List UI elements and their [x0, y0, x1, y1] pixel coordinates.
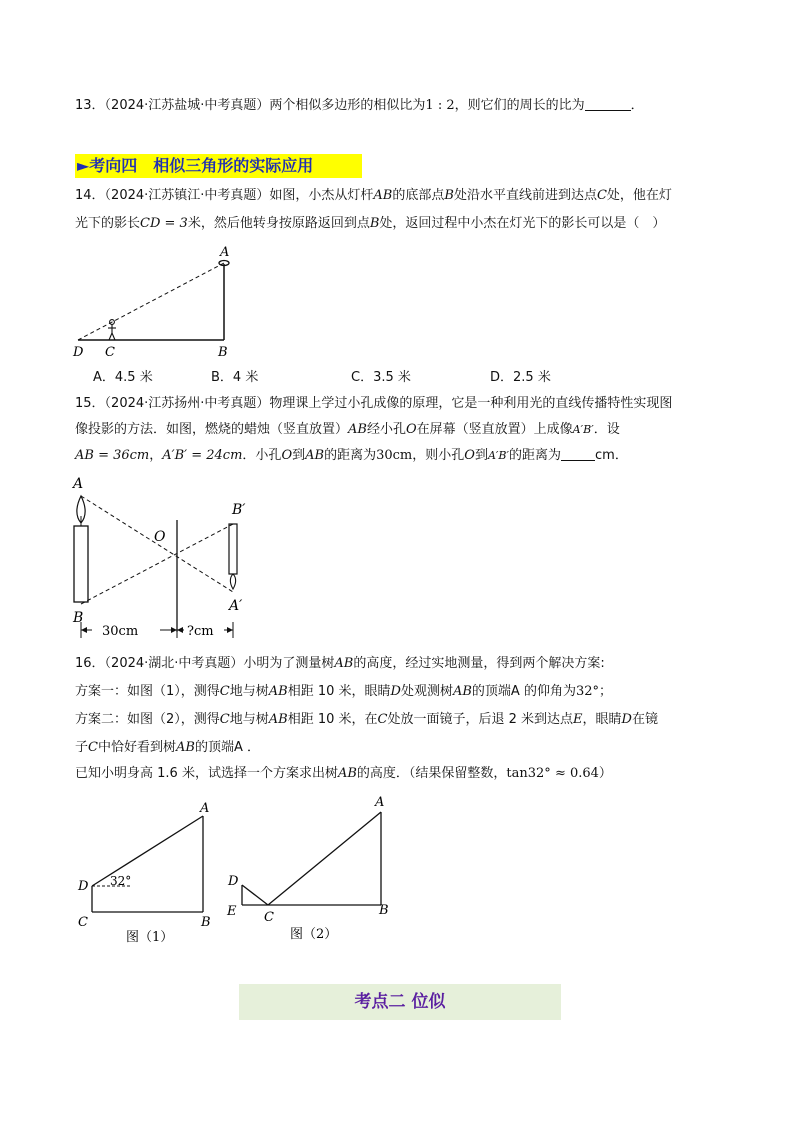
q14-math-b: B [444, 188, 454, 203]
q14-math-b: B [369, 216, 380, 231]
q14-label-b: B [218, 345, 228, 360]
q13-ratio: 1 : 2 [425, 98, 455, 113]
fig2-label-a: A [375, 795, 385, 810]
q16-plan-2 [75, 710, 658, 730]
q13-number: 13． [75, 98, 105, 113]
q15-math-image: A′B′ [572, 423, 594, 436]
q15-candle [74, 526, 88, 602]
q16-math-ab: AB [268, 684, 288, 699]
q14-text: 米，然后他转身按原路返回到点 [187, 216, 370, 231]
q15-line-2 [75, 420, 620, 440]
fig2-caption: 图（2） [290, 927, 338, 942]
fig1-label-a: A [200, 801, 210, 816]
q15-dim-30cm: 30cm [102, 624, 139, 639]
q15-image-candle [229, 524, 237, 574]
question-13 [75, 96, 644, 116]
q15-math-o: O [405, 422, 417, 437]
q15-answer-blank[interactable] [561, 446, 595, 461]
q16-text: ） [598, 766, 612, 781]
q15-label-b-prime: B′ [232, 502, 246, 518]
q16-math-angle: 32° [575, 684, 599, 699]
q14-person-icon [108, 320, 116, 340]
q16-text: 的顶端A 的仰角为 [471, 684, 576, 699]
q13-end: ． [630, 98, 644, 113]
q15-text: 在屏幕（竖直放置）上成像 [416, 422, 573, 437]
q15-math-ab: AB [305, 448, 325, 463]
q16-text: ； [599, 684, 613, 699]
q14-option-d[interactable]: D．2.5 米 [490, 370, 551, 385]
q16-plan-2-cont [75, 738, 260, 758]
q14-option-c[interactable]: C．3.5 米 [351, 370, 411, 385]
q15-label-a-prime: A′ [229, 598, 243, 614]
q16-math-ab: AB [452, 684, 472, 699]
q16-math-tan: tan32° ≈ 0.64 [506, 766, 599, 781]
q16-text: 处观测树 [400, 684, 453, 699]
q16-math-d: D [390, 684, 401, 699]
q16-math-c: C [88, 740, 98, 755]
q16-text: 地与树 [229, 684, 269, 699]
q15-text: ．设 [593, 422, 620, 437]
q15-math-o: O [464, 448, 475, 463]
q16-math-c: C [219, 712, 230, 727]
q16-figure-2 [222, 790, 402, 946]
q16-math-ab: AB [337, 766, 357, 781]
q16-math-ab: AB [268, 712, 288, 727]
fig2-label-c: C [264, 910, 274, 925]
q14-text: 处，他在灯 [606, 188, 672, 203]
q15-arrowhead [227, 627, 233, 633]
q16-plan-1 [75, 682, 612, 702]
fig2-ray-to-top [268, 812, 381, 905]
q16-math-c: C [377, 712, 388, 727]
q14-option-a[interactable]: A．4.5 米 [93, 370, 153, 385]
q16-text: 在镜 [631, 712, 658, 727]
q15-math-ab-len: AB = 36cm [75, 448, 150, 463]
q14-text: 处，返回过程中小杰在灯光下的影长可以是（ ） [379, 216, 666, 231]
q16-source: （2024·湖北·中考真题） [104, 656, 244, 671]
q14-text: 的底部点 [392, 188, 445, 203]
q14-line-1 [75, 186, 672, 206]
q15-text: 物理课上学过小孔成像的原理，它是一种利用光的直线传播特性实现图 [269, 396, 673, 411]
fig1-sight-line [92, 816, 203, 886]
q15-math-ab: AB [348, 422, 367, 437]
q15-label-a: A [73, 476, 84, 492]
q15-text: ．小孔 [242, 448, 282, 463]
q14-label-c: C [105, 345, 115, 360]
kaodian-heading: 考点二 位似 [239, 984, 561, 1020]
q16-text: 中恰好看到树 [97, 740, 176, 755]
fig1-caption: 图（1） [126, 930, 174, 945]
q13-source: （2024·江苏盐城·中考真题） [104, 98, 270, 113]
q15-math-o: O [281, 448, 293, 463]
q15-label-o: O [154, 529, 166, 545]
q13-answer-blank[interactable] [585, 96, 631, 111]
fig2-ray-to-eye [242, 885, 268, 905]
q15-text: 的距离为 [324, 448, 377, 463]
q16-text: ，眼睛 [582, 712, 622, 727]
q14-text: 处沿水平直线前进到达点 [453, 188, 597, 203]
q14-source: （2024·江苏镇江·中考真题） [104, 188, 270, 203]
fig1-label-c: C [78, 915, 88, 930]
q15-image-flame [230, 574, 235, 589]
q15-text: 到 [292, 448, 306, 463]
fig2-label-d: D [228, 874, 239, 889]
q16-text: 方案二：如图（2），测得 [75, 712, 220, 727]
q16-line-1 [75, 654, 605, 674]
q16-figure-1 [72, 798, 222, 946]
q16-math-c: C [219, 684, 230, 699]
q14-label-d: D [73, 345, 84, 360]
q15-label-b: B [73, 610, 84, 626]
fig2-label-e: E [227, 904, 237, 919]
q15-math-image-len: A′B′ = 24cm [162, 448, 243, 463]
fig1-label-b: B [201, 915, 211, 930]
q14-line-2 [75, 214, 665, 234]
q16-text: 的高度，经过实地测量，得到两个解决方案: [353, 656, 605, 671]
q13-text-2: ，则它们的周长的比为 [454, 98, 585, 113]
q15-line-3 [75, 446, 628, 466]
q14-math-c: C [596, 188, 607, 203]
q14-math-ab: AB [373, 188, 393, 203]
q14-label-a: A [220, 245, 230, 260]
q14-number: 14． [75, 188, 105, 203]
q15-arrowhead [177, 627, 183, 633]
q16-text: 的顶端A ． [194, 740, 260, 755]
q16-math-e: E [573, 712, 583, 727]
q16-text: 相距 10 米，在 [287, 712, 378, 727]
q16-math-ab: AB [175, 740, 195, 755]
q16-text: 方案一：如图（1），测得 [75, 684, 220, 699]
fig1-label-d: D [78, 879, 89, 894]
fig1-angle: 32° [110, 874, 132, 888]
q15-text: 到 [474, 448, 488, 463]
q15-text: 的距离为 [508, 448, 561, 463]
q15-text: ， [149, 448, 163, 463]
q16-math-ab: AB [334, 656, 354, 671]
q15-math-image: A′B′ [487, 449, 509, 462]
q16-math-d: D [621, 712, 632, 727]
q15-text: 像投影的方法．如图，燃烧的蜡烛（竖直放置） [75, 422, 349, 437]
q15-text: ，则小孔 [412, 448, 465, 463]
q14-text: 光下的影长 [75, 216, 141, 231]
q15-line-1 [75, 394, 672, 414]
section-heading: ►考向四 相似三角形的实际应用 [75, 154, 362, 178]
q14-light-ray [78, 263, 224, 340]
q15-arrowhead [171, 627, 177, 633]
q16-text: 处放一面镜子，后退 2 米到达点 [387, 712, 574, 727]
q15-end: ． [614, 448, 628, 463]
q16-text: 地与树 [229, 712, 269, 727]
q15-math-dist: 30cm [376, 448, 413, 463]
q15-unit: cm [595, 448, 615, 463]
q16-text: 子 [75, 740, 89, 755]
q14-option-b[interactable]: B．4 米 [211, 370, 259, 385]
fig2-label-b: B [379, 903, 389, 918]
q16-text: 小明为了测量树 [243, 656, 335, 671]
q15-arrowhead [81, 627, 87, 633]
q15-text: 经小孔 [366, 422, 406, 437]
q14-figure [66, 240, 256, 360]
q14-math-cd: CD = 3 [140, 216, 188, 231]
q16-text: 已知小明身高 1.6 米，试选择一个方案求出树 [75, 766, 338, 781]
q16-number: 16． [75, 656, 105, 671]
q14-text: 如图，小杰从灯杆 [269, 188, 374, 203]
q15-dim-unknown: ?cm [187, 624, 214, 639]
q15-number: 15． [75, 396, 105, 411]
q15-figure [66, 472, 256, 644]
q15-source: （2024·江苏扬州·中考真题） [104, 396, 270, 411]
q16-given [75, 764, 612, 784]
q16-text: 相距 10 米，眼睛 [287, 684, 391, 699]
q16-text: 的高度．（结果保留整数， [356, 766, 507, 781]
q13-text: 两个相似多边形的相似比为 [269, 98, 426, 113]
